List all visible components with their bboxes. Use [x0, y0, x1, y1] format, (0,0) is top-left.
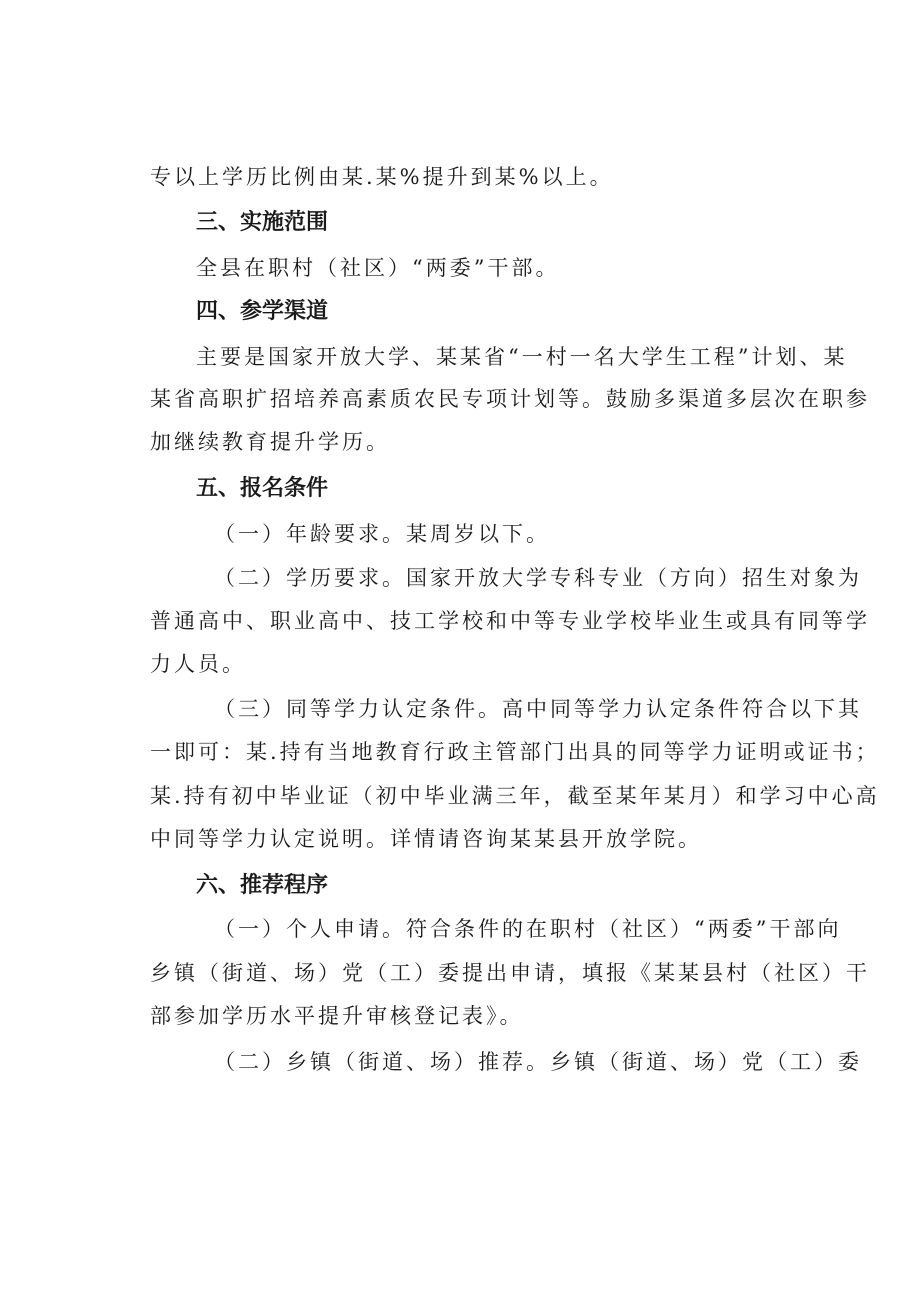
paragraph-line: （二）乡镇（街道、场）推荐。乡镇（街道、场）党（工）委	[214, 1050, 862, 1074]
paragraph-line: （一）个人申请。符合条件的在职村（社区）“两委”干部向	[214, 917, 842, 941]
section-heading-channels: 四、参学渠道	[196, 299, 329, 324]
paragraph-line: 专以上学历比例由某.某%提升到某%以上。	[150, 165, 614, 189]
section-heading-procedure: 六、推荐程序	[196, 873, 329, 898]
paragraph-line: 全县在职村（社区）“两委”干部。	[196, 256, 560, 280]
paragraph-line: 乡镇（街道、场）党（工）委提出申请，填报《某某县村（社区）干	[150, 961, 870, 985]
paragraph-line: （二）学历要求。国家开放大学专科专业（方向）招生对象为	[214, 566, 862, 590]
paragraph-line: （一）年龄要求。某周岁以下。	[214, 522, 550, 546]
paragraph-line: 一即可：某.持有当地教育行政主管部门出具的同等学力证明或证书；	[150, 740, 880, 764]
section-heading-scope: 三、实施范围	[196, 210, 329, 235]
section-heading-eligibility: 五、报名条件	[196, 476, 329, 501]
paragraph-line: 普通高中、职业高中、技工学校和中等专业学校毕业生或具有同等学	[150, 609, 870, 633]
paragraph-line: 某.持有初中毕业证（初中毕业满三年，截至某年某月）和学习中心高	[150, 784, 880, 808]
paragraph-line: 主要是国家开放大学、某某省“一村一名大学生工程”计划、某	[196, 345, 848, 369]
paragraph-line: 部参加学历水平提升审核登记表》。	[150, 1004, 524, 1028]
paragraph-line: 力人员。	[150, 652, 246, 676]
paragraph-line: （三）同等学力认定条件。高中同等学力认定条件符合以下其	[214, 697, 862, 721]
paragraph-line: 某省高职扩招培养高素质农民专项计划等。鼓励多渠道多层次在职参	[150, 387, 870, 411]
paragraph-line: 中同等学力认定说明。详情请咨询某某县开放学院。	[150, 827, 702, 851]
paragraph-line: 加继续教育提升学历。	[150, 430, 390, 454]
